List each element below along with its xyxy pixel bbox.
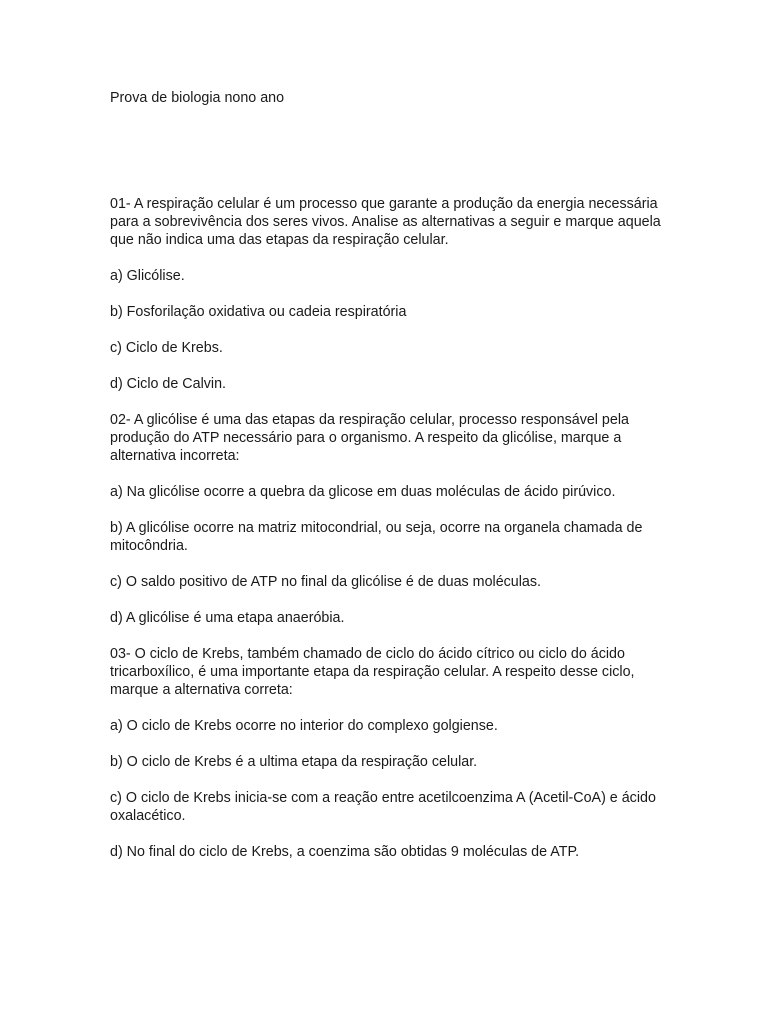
question-1-option-a: a) Glicólise.	[110, 268, 185, 284]
question-3	[110, 645, 670, 861]
question-2	[110, 411, 670, 627]
question-list	[110, 195, 670, 879]
question-1-option-d: d) Ciclo de Calvin.	[110, 376, 227, 392]
question-2-stem: 02- A glicólise é uma das etapas da respiração celular, processo responsável pela produção do ATP necessário para o organismo. A respeito da glicólise, marque a alternativa incorreta:	[110, 412, 629, 464]
question-1-stem: 01- A respiração celular é um processo que garante a produção da energia necessária para a sobrevivência dos seres vivos. Analise as alternativas a seguir e marque aquela que não indica uma das etapas da respiração celular.	[110, 196, 661, 248]
document-title: Prova de biologia nono ano	[110, 90, 285, 106]
question-3-stem: 03- O ciclo de Krebs, também chamado de ciclo do ácido cítrico ou ciclo do ácido tricarboxílico, é uma importante etapa da respiração celular. A respeito desse ciclo, marque a alternativa correta:	[110, 646, 635, 698]
question-1	[110, 195, 670, 393]
question-2-option-b: b) A glicólise ocorre na matriz mitocondrial, ou seja, ocorre na organela chamada de mitocôndria.	[110, 520, 643, 554]
question-3-option-c: c) O ciclo de Krebs inicia-se com a reação entre acetilcoenzima A (Acetil-CoA) e ácido oxalacético.	[110, 790, 656, 824]
question-3-option-a: a) O ciclo de Krebs ocorre no interior do complexo golgiense.	[110, 718, 498, 734]
question-2-option-d: d) A glicólise é uma etapa anaeróbia.	[110, 610, 345, 626]
question-1-option-c: c) Ciclo de Krebs.	[110, 340, 223, 356]
question-2-option-c: c) O saldo positivo de ATP no final da glicólise é de duas moléculas.	[110, 574, 542, 590]
question-2-option-a: a) Na glicólise ocorre a quebra da glicose em duas moléculas de ácido pirúvico.	[110, 484, 616, 500]
question-1-option-b: b) Fosforilação oxidativa ou cadeia respiratória	[110, 304, 407, 320]
question-3-option-b: b) O ciclo de Krebs é a ultima etapa da respiração celular.	[110, 754, 478, 770]
question-3-option-d: d) No final do ciclo de Krebs, a coenzima são obtidas 9 moléculas de ATP.	[110, 844, 580, 860]
